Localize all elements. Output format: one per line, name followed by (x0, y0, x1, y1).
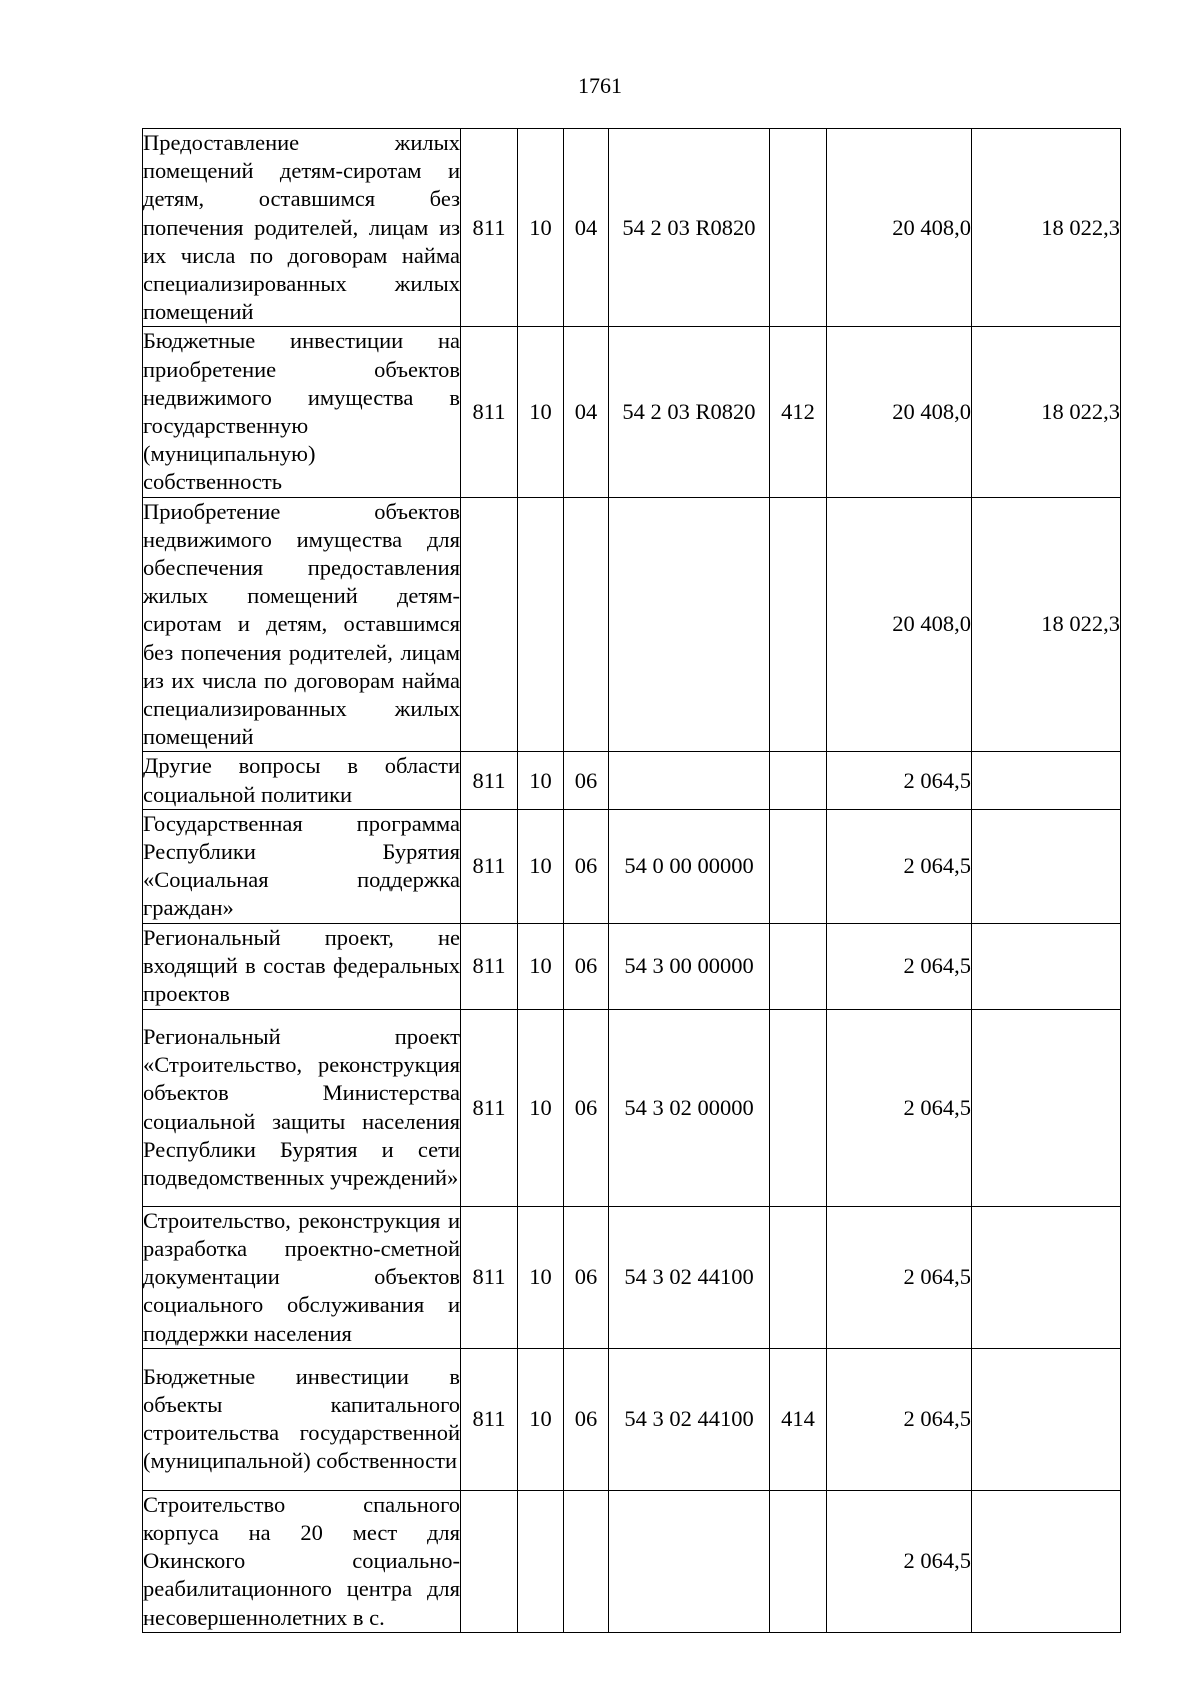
row-rz: 10 (518, 809, 564, 923)
row-sum-2 (972, 923, 1121, 1009)
row-rz: 10 (518, 327, 564, 497)
row-name: Предоставление жилых помещений детям-сиротам и детям, оставшимся без попечения родителей, лицам из их числа по договорам найма специализированных жилых помещений (143, 129, 461, 327)
table-row (143, 129, 1121, 327)
row-pr: 06 (564, 923, 609, 1009)
row-ved: 811 (461, 809, 518, 923)
row-csr: 54 0 00 00000 (609, 809, 770, 923)
row-name: Бюджетные инвестиции в объекты капитального строительства государственной (муниципальной) собственности (143, 1348, 461, 1490)
row-sum-2 (972, 1009, 1121, 1206)
table-row (143, 1490, 1121, 1632)
row-rz (518, 497, 564, 752)
row-sum-2 (972, 1348, 1121, 1490)
row-sum-1: 20 408,0 (827, 327, 972, 497)
row-pr: 06 (564, 1348, 609, 1490)
row-pr (564, 1490, 609, 1632)
row-name: Государственная программа Республики Бурятия «Социальная поддержка граждан» (143, 809, 461, 923)
row-sum-2 (972, 1490, 1121, 1632)
row-rz: 10 (518, 1348, 564, 1490)
row-csr: 54 3 02 00000 (609, 1009, 770, 1206)
row-name: Региональный проект «Строительство, реконструкция объектов Министерства социальной защиты населения Республики Бурятия и сети подведомственных учреждений» (143, 1009, 461, 1206)
row-name: Бюджетные инвестиции на приобретение объектов недвижимого имущества в государственную (муниципальную) собственность (143, 327, 461, 497)
row-name: Другие вопросы в области социальной политики (143, 752, 461, 809)
page-number: 1761 (578, 73, 622, 98)
budget-table (142, 128, 1121, 1633)
row-name: Приобретение объектов недвижимого имущества для обеспечения предоставления жилых помещений детям-сиротам и детям, оставшимся без попечения родителей, лицам из их числа по договорам найма специализированных жилых помещений (143, 497, 461, 752)
row-sum-2: 18 022,3 (972, 497, 1121, 752)
row-csr: 54 3 00 00000 (609, 923, 770, 1009)
table-row (143, 1348, 1121, 1490)
row-ved: 811 (461, 1206, 518, 1348)
row-sum-1: 2 064,5 (827, 1348, 972, 1490)
table-row (143, 923, 1121, 1009)
row-sum-2 (972, 1206, 1121, 1348)
row-sum-2 (972, 809, 1121, 923)
row-ved: 811 (461, 327, 518, 497)
row-rz (518, 1490, 564, 1632)
row-pr (564, 497, 609, 752)
row-sum-1: 2 064,5 (827, 752, 972, 809)
row-sum-2: 18 022,3 (972, 129, 1121, 327)
row-ved: 811 (461, 1009, 518, 1206)
row-sum-1: 2 064,5 (827, 1490, 972, 1632)
row-csr (609, 1490, 770, 1632)
row-name: Строительство, реконструкция и разработка проектно-сметной документации объектов социального обслуживания и поддержки населения (143, 1206, 461, 1348)
row-csr (609, 497, 770, 752)
row-vr: 412 (770, 327, 827, 497)
row-sum-1: 2 064,5 (827, 1009, 972, 1206)
row-ved: 811 (461, 129, 518, 327)
table-row (143, 1009, 1121, 1206)
row-vr (770, 497, 827, 752)
row-vr (770, 1490, 827, 1632)
row-rz: 10 (518, 923, 564, 1009)
row-csr: 54 3 02 44100 (609, 1348, 770, 1490)
row-vr (770, 752, 827, 809)
row-sum-2: 18 022,3 (972, 327, 1121, 497)
row-ved: 811 (461, 752, 518, 809)
table-body (143, 129, 1121, 1633)
row-vr (770, 1009, 827, 1206)
row-vr (770, 129, 827, 327)
row-csr: 54 2 03 R0820 (609, 327, 770, 497)
table-row (143, 497, 1121, 752)
row-vr (770, 1206, 827, 1348)
row-vr: 414 (770, 1348, 827, 1490)
row-rz: 10 (518, 752, 564, 809)
row-pr: 04 (564, 327, 609, 497)
row-pr: 06 (564, 1206, 609, 1348)
row-name: Строительство спального корпуса на 20 мест для Окинского социально-реабилитационного центра для несовершеннолетних в с. (143, 1490, 461, 1632)
row-pr: 06 (564, 809, 609, 923)
row-csr (609, 752, 770, 809)
row-sum-1: 20 408,0 (827, 129, 972, 327)
row-ved: 811 (461, 923, 518, 1009)
row-ved (461, 497, 518, 752)
row-sum-1: 2 064,5 (827, 923, 972, 1009)
row-vr (770, 923, 827, 1009)
table-row (143, 809, 1121, 923)
table-row (143, 752, 1121, 809)
row-pr: 06 (564, 1009, 609, 1206)
row-pr: 06 (564, 752, 609, 809)
row-sum-2 (972, 752, 1121, 809)
row-sum-1: 2 064,5 (827, 1206, 972, 1348)
table-row (143, 1206, 1121, 1348)
row-sum-1: 2 064,5 (827, 809, 972, 923)
table-row (143, 327, 1121, 497)
row-csr: 54 3 02 44100 (609, 1206, 770, 1348)
row-pr: 04 (564, 129, 609, 327)
row-sum-1: 20 408,0 (827, 497, 972, 752)
row-name: Региональный проект, не входящий в состав федеральных проектов (143, 923, 461, 1009)
row-vr (770, 809, 827, 923)
row-csr: 54 2 03 R0820 (609, 129, 770, 327)
row-ved: 811 (461, 1348, 518, 1490)
row-rz: 10 (518, 129, 564, 327)
row-rz: 10 (518, 1206, 564, 1348)
row-rz: 10 (518, 1009, 564, 1206)
row-ved (461, 1490, 518, 1632)
